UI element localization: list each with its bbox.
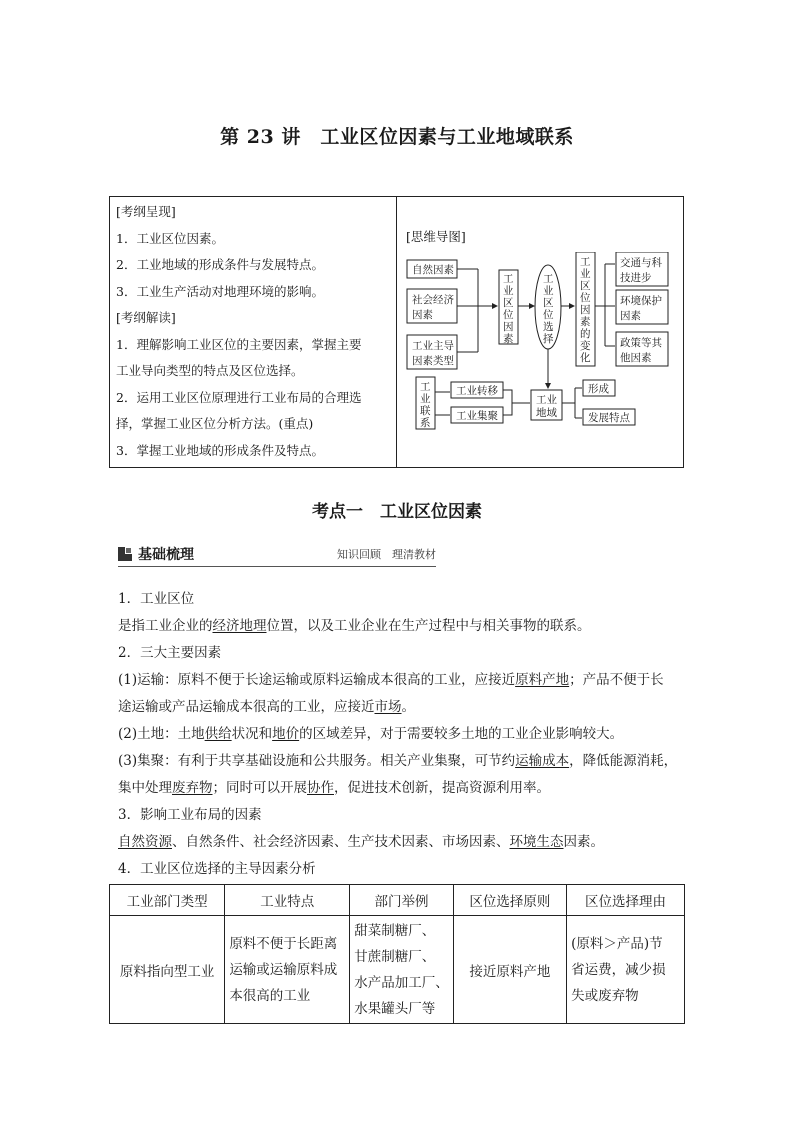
right-transport-text: 技进步 — [620, 272, 652, 284]
location-choice-label — [543, 273, 554, 345]
industrial-region-text: 地域 — [536, 407, 557, 419]
right-environment-text: 环境保护 — [620, 295, 662, 307]
paragraph-transport: (1)运输：原料不便于长途运输或原料运输成本很高的工业，应接近原料产地；产品不便于长 — [118, 672, 664, 688]
svg-text:业: 业 — [420, 393, 431, 405]
table-cell-principle: 接近原料产地 — [453, 916, 566, 1024]
development-text: 发展特点 — [588, 412, 630, 424]
syllabus-heading: [考纲呈现] — [116, 204, 176, 219]
svg-text:业: 业 — [543, 285, 554, 297]
box-divider — [396, 197, 397, 467]
table-cell-reason: (原料＞产品)节 省运费，减少损 失或废弃物 — [567, 916, 685, 1024]
interpretation-heading: [考纲解读] — [116, 310, 176, 325]
syllabus-item: 1．工业区位因素。 — [116, 230, 224, 246]
svg-text:工: 工 — [543, 273, 554, 285]
svg-text:因: 因 — [503, 321, 514, 333]
factor-social-text: 社会经济 — [412, 294, 454, 306]
svg-text:素: 素 — [503, 333, 514, 345]
mindmap-diagram — [400, 252, 685, 464]
heading-three-factors: 2．三大主要因素 — [118, 645, 222, 661]
svg-text:因: 因 — [580, 304, 591, 316]
interpretation-item: 3．掌握工业地域的形成条件及特点。 — [116, 442, 324, 458]
right-policy-text: 他因素 — [620, 352, 652, 364]
svg-text:择: 择 — [543, 333, 554, 345]
svg-text:业: 业 — [503, 285, 514, 297]
paragraph-cluster: (3)集聚：有利于共享基础设施和公共服务。相关产业集聚，可节约运输成本，降低能源消耗， — [118, 753, 678, 769]
paragraph-location: 是指工业企业的经济地理位置，以及工业企业在生产过程中与相关事物的联系。 — [118, 618, 591, 634]
paragraph-layout-factors: 自然资源、自然条件、社会经济因素、生产技术因素、市场因素、环境生态因素。 — [118, 834, 604, 850]
basics-header — [118, 544, 436, 570]
svg-text:区: 区 — [503, 297, 514, 309]
section-title: 考点一 工业区位因素 — [312, 502, 482, 522]
table-header: 工业特点 — [225, 885, 350, 916]
svg-text:系: 系 — [420, 417, 431, 429]
right-environment-text: 因素 — [620, 310, 641, 322]
basics-rule — [118, 566, 436, 567]
location-factor-label — [503, 273, 514, 345]
syllabus-box — [109, 196, 684, 468]
svg-text:工: 工 — [420, 381, 431, 393]
syllabus-column — [116, 199, 392, 464]
industry-transfer-text: 工业转移 — [456, 385, 498, 397]
svg-text:素: 素 — [580, 316, 591, 328]
interpretation-item: 工业导向类型的特点及区位选择。 — [116, 363, 304, 378]
svg-text:区: 区 — [580, 280, 591, 292]
industrial-link-label — [420, 381, 431, 429]
table-cell-feature: 原料不便于长距离 运输或运输原料成 本很高的工业 — [225, 916, 350, 1024]
heading-layout-factors: 3．影响工业布局的因素 — [118, 807, 262, 823]
factor-leading-text: 因素类型 — [412, 355, 454, 367]
factor-table — [109, 884, 685, 1024]
svg-text:位: 位 — [580, 292, 591, 304]
page-title: 第 23 讲 工业区位因素与工业地域联系 — [220, 126, 574, 148]
mindmap-label: [思维导图] — [406, 229, 466, 244]
paragraph-transport-cont: 途运输或产品运输成本很高的工业，应接近市场。 — [118, 699, 415, 715]
factor-leading-text: 工业主导 — [412, 340, 454, 352]
table-header: 区位选择理由 — [567, 885, 685, 916]
syllabus-item: 3．工业生产活动对地理环境的影响。 — [116, 283, 324, 299]
table-header: 区位选择原则 — [453, 885, 566, 916]
syllabus-item: 2．工业地域的形成条件与发展特点。 — [116, 257, 324, 272]
paragraph-cluster-cont: 集中处理废弃物；同时可以开展协作，促进技术创新，提高资源利用率。 — [118, 780, 550, 796]
svg-text:位: 位 — [503, 309, 514, 321]
svg-text:位: 位 — [543, 309, 554, 321]
table-header: 部门举例 — [350, 885, 454, 916]
industrial-region-text: 工业 — [536, 394, 557, 406]
svg-text:化: 化 — [580, 352, 591, 364]
basics-title: 基础梳理 — [138, 547, 194, 563]
svg-text:工: 工 — [580, 256, 591, 268]
factor-natural-text: 自然因素 — [412, 264, 454, 276]
basics-subtitle: 知识回顾 理清教材 — [337, 548, 436, 561]
industry-cluster-text: 工业集聚 — [456, 410, 498, 422]
heading-leading-factors: 4．工业区位选择的主导因素分析 — [118, 861, 316, 877]
table-row — [110, 916, 685, 1024]
heading-location: 1．工业区位 — [118, 591, 195, 607]
svg-text:业: 业 — [580, 268, 591, 280]
svg-text:工: 工 — [503, 273, 514, 285]
formation-text: 形成 — [588, 383, 609, 395]
interpretation-item: 择，掌握工业区位分析方法。(重点) — [116, 416, 314, 431]
paragraph-land: (2)土地：土地供给状况和地价的区域差异，对于需要较多土地的工业企业影响较大。 — [118, 726, 624, 742]
svg-text:变: 变 — [580, 340, 591, 352]
svg-text:的: 的 — [580, 328, 591, 340]
section-marker-icon — [118, 547, 132, 561]
table-cell-examples: 甜菜制糖厂、 甘蔗制糖厂、 水产品加工厂、 水果罐头厂等 — [350, 916, 454, 1024]
svg-text:联: 联 — [420, 405, 431, 417]
svg-text:选: 选 — [543, 321, 554, 333]
factor-change-label — [580, 256, 591, 364]
table-cell-type: 原料指向型工业 — [110, 916, 225, 1024]
interpretation-item: 2．运用工业区位原理进行工业布局的合理选 — [116, 389, 362, 405]
table-header-row — [110, 885, 685, 916]
interpretation-item: 1．理解影响工业区位的主要因素，掌握主要 — [116, 336, 362, 352]
right-policy-text: 政策等其 — [620, 337, 662, 349]
table-header: 工业部门类型 — [110, 885, 225, 916]
right-transport-text: 交通与科 — [620, 257, 662, 269]
factor-social-text: 因素 — [412, 309, 433, 321]
content-body — [118, 586, 684, 883]
svg-text:区: 区 — [543, 297, 554, 309]
